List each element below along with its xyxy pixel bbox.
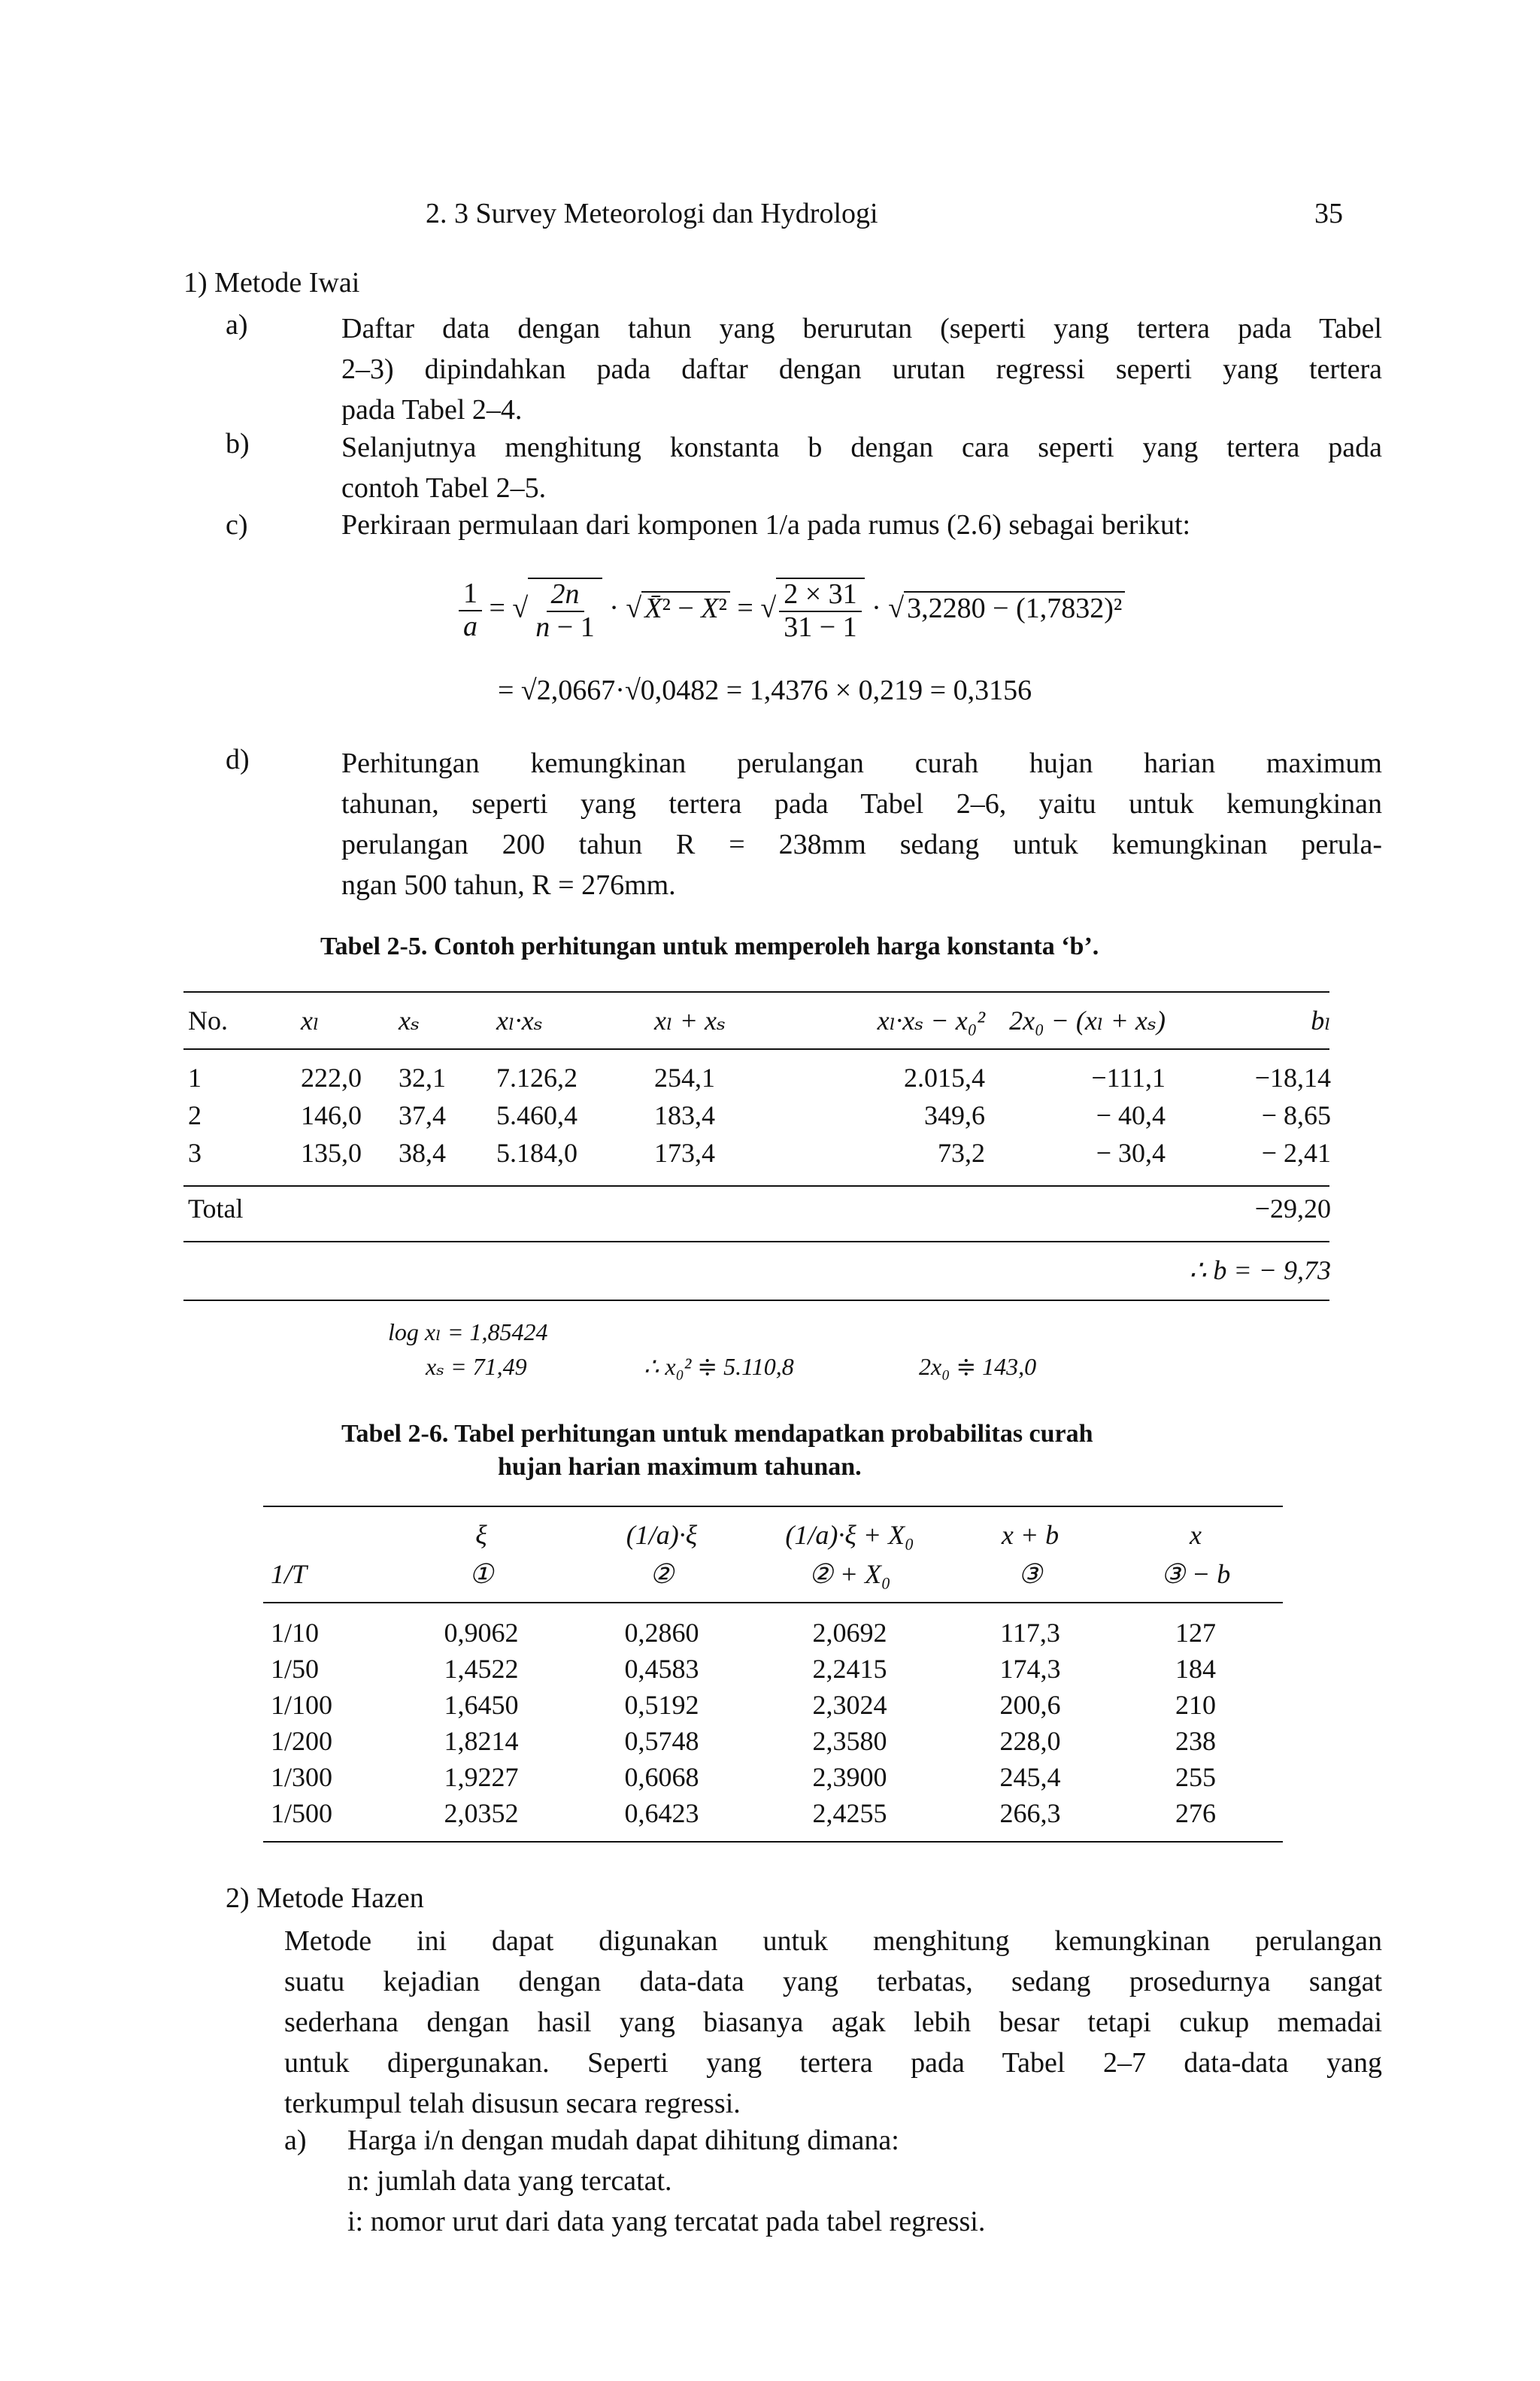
table26-cell: 1,4522 [444, 1654, 519, 1684]
table25-cell: −18,14 [1254, 1063, 1331, 1093]
method2-line-2: suatu kejadian dengan data-data yang terbatas, sedang prosedurnya sangat [284, 1966, 1382, 1997]
table26-cell: 127 [1175, 1618, 1216, 1648]
table25-cell: 5.184,0 [496, 1138, 578, 1168]
table25-cell: − 8,65 [1261, 1100, 1331, 1130]
table26-cell: 210 [1175, 1690, 1216, 1720]
table25-cell: − 2,41 [1261, 1138, 1331, 1168]
table26-cell: 0,6068 [624, 1762, 699, 1792]
table25-cell: 73,2 [938, 1138, 985, 1168]
table25-cell: 32,1 [399, 1063, 446, 1093]
table26-cell: 1,8214 [444, 1726, 519, 1756]
table25-cell: 349,6 [924, 1100, 985, 1130]
page-number: 35 [1314, 198, 1343, 229]
table25-cell: 183,4 [654, 1100, 715, 1130]
method2-line-4: untuk dipergunakan. Seperti yang tertera pada Tabel 2–7 data-data yang [284, 2047, 1382, 2079]
table25-header-cell: xₗ·xₛ − x₀² [877, 1005, 985, 1036]
table26-header-rule [263, 1602, 1283, 1603]
table26-cell: 184 [1175, 1654, 1216, 1684]
method1-title: 1) Metode Iwai [183, 267, 360, 299]
table26-cell: 200,6 [999, 1690, 1061, 1720]
table26-header-top-cell: x [1190, 1520, 1202, 1550]
table25-cell: − 40,4 [1096, 1100, 1166, 1130]
table25-note-xs: xₛ = 71,49 [426, 1353, 527, 1380]
table25-cell: 5.460,4 [496, 1100, 578, 1130]
table26-bottom-rule [263, 1841, 1283, 1843]
table26-cell: 2,0352 [444, 1798, 519, 1828]
table25-cell: 146,0 [301, 1100, 362, 1130]
item-a-line-1: Daftar data dengan tahun yang berurutan (seperti yang tertera pada Tabel [341, 313, 1382, 344]
table26-cell: 2,3900 [812, 1762, 887, 1792]
table26-cell: 174,3 [999, 1654, 1061, 1684]
table26-header-bottom-cell: 1/T [271, 1559, 308, 1589]
table25-cell: −111,1 [1091, 1063, 1166, 1093]
table25-caption: Tabel 2-5. Contoh perhitungan untuk memperoleh harga konstanta ‘b’. [320, 933, 1099, 960]
table25-total-label: Total [188, 1194, 244, 1224]
table26-cell: 255 [1175, 1762, 1216, 1792]
item-a-label: a) [226, 309, 248, 341]
item-a-line-3: pada Tabel 2–4. [341, 394, 523, 426]
table25-cell: 2.015,4 [904, 1063, 985, 1093]
table26-cell: 276 [1175, 1798, 1216, 1828]
method2-def-n: n: jumlah data yang tercatat. [347, 2165, 672, 2197]
table25-cell: 135,0 [301, 1138, 362, 1168]
method2-line-5: terkumpul telah disusun secara regressi. [284, 2088, 741, 2119]
table25-header-cell: xₗ·xₛ [496, 1005, 543, 1036]
table25-body-rule [183, 1185, 1329, 1187]
running-header: 2. 3 Survey Meteorologi dan Hydrologi [426, 198, 878, 229]
table26-header-top-cell: (1/a)·ξ [626, 1520, 698, 1550]
table26-cell: 238 [1175, 1726, 1216, 1756]
table26-header-top-cell: x + b [1001, 1520, 1060, 1550]
item-a-text [341, 308, 1382, 430]
table26-cell: 1/300 [271, 1762, 333, 1792]
table26-cell: 228,0 [999, 1726, 1061, 1756]
item-a-line-2: 2–3) dipindahkan pada daftar dengan urutan regressi seperti yang tertera [341, 353, 1382, 385]
table25-cell: 173,4 [654, 1138, 715, 1168]
table25-bottom-rule [183, 1300, 1329, 1301]
method2-paragraph [284, 1921, 1382, 2124]
formula-line-2: = √2,0667·√0,0482 = 1,4376 × 0,219 = 0,3156 [498, 675, 1032, 706]
method2-line-1: Metode ini dapat digunakan untuk menghitung kemungkinan perulangan [284, 1925, 1382, 1957]
table26-cell: 2,4255 [812, 1798, 887, 1828]
method2-title: 2) Metode Hazen [226, 1882, 424, 1914]
table26-cell: 1/200 [271, 1726, 333, 1756]
table26-header-bottom-cell: ① [468, 1559, 494, 1589]
table25-note-2x0: 2x₀ ≑ 143,0 [919, 1353, 1037, 1380]
table26-cell: 1/100 [271, 1690, 333, 1720]
table26-cell: 0,9062 [444, 1618, 519, 1648]
table26-cell: 0,4583 [624, 1654, 699, 1684]
table26-cell: 2,3024 [812, 1690, 887, 1720]
method2-item-a-text: Harga i/n dengan mudah dapat dihitung dimana: [347, 2125, 899, 2156]
table25-note-x0sq: ∴ x₀² ≑ 5.110,8 [644, 1353, 794, 1380]
table25-cell: − 30,4 [1096, 1138, 1166, 1168]
table25-cell: 2 [188, 1100, 202, 1130]
table26-cell: 1/50 [271, 1654, 320, 1684]
table25-cell: 222,0 [301, 1063, 362, 1093]
table25-cell: 254,1 [654, 1063, 715, 1093]
item-b-line-1: Selanjutnya menghitung konstanta b dengan cara seperti yang tertera pada [341, 432, 1382, 463]
table26-cell: 245,4 [999, 1762, 1061, 1792]
table26-caption-1: Tabel 2-6. Tabel perhitungan untuk mendapatkan probabilitas curah [341, 1420, 1093, 1448]
table26-caption-2: hujan harian maximum tahunan. [498, 1453, 862, 1481]
table26-cell: 0,5748 [624, 1726, 699, 1756]
item-b-label: b) [226, 428, 250, 460]
table26-cell: 117,3 [1000, 1618, 1060, 1648]
table26-cell: 2,0692 [812, 1618, 887, 1648]
item-b-line-2: contoh Tabel 2–5. [341, 472, 547, 504]
table26-header-top-cell: ξ [475, 1520, 487, 1550]
table25-header-cell: xₗ [301, 1005, 320, 1036]
item-c-label: c) [226, 509, 248, 541]
table25-top-rule [183, 991, 1329, 993]
table26-cell: 0,6423 [624, 1798, 699, 1828]
table26-top-rule [263, 1506, 1283, 1507]
item-d-line-2: tahunan, seperti yang tertera pada Tabel 2–6, yaitu untuk kemungkinan [341, 788, 1382, 820]
table25-header-cell: bₗ [1311, 1005, 1331, 1036]
item-c-text: Perkiraan permulaan dari komponen 1/a pada rumus (2.6) sebagai berikut: [341, 509, 1191, 541]
table25-total-rule [183, 1241, 1329, 1242]
table25-cell: 7.126,2 [496, 1063, 578, 1093]
table25-cell: 37,4 [399, 1100, 446, 1130]
item-d-label: d) [226, 744, 250, 775]
table26-header-top-cell: (1/a)·ξ + X₀ [785, 1520, 914, 1550]
table25-cell: 38,4 [399, 1138, 446, 1168]
item-d-text [341, 743, 1382, 905]
table25-header-cell: xₗ + xₛ [654, 1005, 726, 1036]
table26-header-bottom-cell: ③ [1017, 1559, 1043, 1589]
table25-cell: 1 [188, 1063, 202, 1093]
table25-header-rule [183, 1048, 1329, 1050]
table25-header-cell: No. [188, 1005, 228, 1036]
table25-b-result: ∴ b = − 9,73 [1189, 1255, 1331, 1285]
table26-cell: 1,9227 [444, 1762, 519, 1792]
table26-cell: 2,3580 [812, 1726, 887, 1756]
table25-cell: 3 [188, 1138, 202, 1168]
item-b-text [341, 427, 1382, 508]
table26-cell: 1,6450 [444, 1690, 519, 1720]
table25-note-log: log xₗ = 1,85424 [388, 1318, 548, 1345]
table26-cell: 1/500 [271, 1798, 333, 1828]
item-d-line-4: ngan 500 tahun, R = 276mm. [341, 869, 676, 901]
table26-header-bottom-cell: ② [649, 1559, 675, 1589]
table25-header-cell: 2x₀ − (xₗ + xₛ) [1009, 1005, 1166, 1036]
item-d-line-1: Perhitungan kemungkinan perulangan curah hujan harian maximum [341, 748, 1382, 779]
table26-cell: 2,2415 [812, 1654, 887, 1684]
table25-header-cell: xₛ [399, 1005, 420, 1036]
table26-cell: 1/10 [271, 1618, 320, 1648]
formula-line-1: $\frac{1}{a}$ = √ $\frac{2n}{n - 1}$ · √ X̄² − X² = √ $\frac{2 \times 31}{31 - 1}$ · √ 3,2280 − (1,7832)² [459, 578, 1125, 644]
table26-cell: 266,3 [999, 1798, 1061, 1828]
method2-line-3: sederhana dengan hasil yang biasanya agak lebih besar tetapi cukup memadai [284, 2006, 1382, 2038]
method2-item-a-label: a) [284, 2125, 307, 2156]
item-d-line-3: perulangan 200 tahun R = 238mm sedang untuk kemungkinan perula- [341, 829, 1382, 860]
table26-header-bottom-cell: ③ − b [1160, 1559, 1231, 1589]
table26-cell: 0,5192 [624, 1690, 699, 1720]
table26-cell: 0,2860 [624, 1618, 699, 1648]
table26-header-bottom-cell: ② + X₀ [808, 1559, 891, 1589]
table25-total-value: −29,20 [1254, 1194, 1331, 1224]
method2-def-i: i: nomor urut dari data yang tercatat pada tabel regressi. [347, 2206, 986, 2237]
